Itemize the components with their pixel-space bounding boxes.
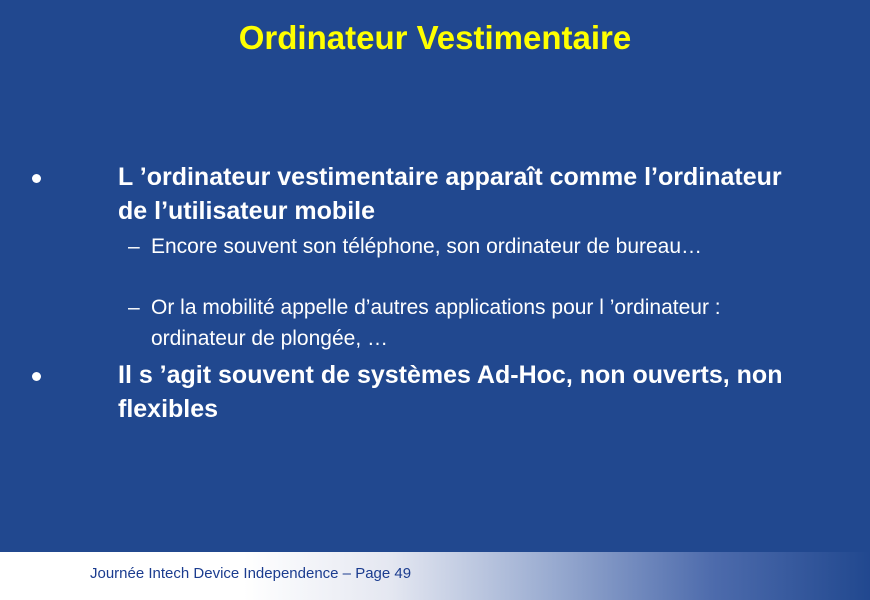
bullet-dot-icon	[32, 174, 41, 183]
dash-icon: –	[128, 235, 140, 258]
dash-icon: –	[128, 296, 140, 319]
bullet-text: Il s ’agit souvent de systèmes Ad-Hoc, non ouverts, non flexibles	[118, 361, 783, 423]
footer-text: Journée Intech Device Independence – Page 49	[90, 565, 412, 582]
bullet-text: L ’ordinateur vestimentaire apparaît comme l’ordinateur de l’utilisateur mobile	[118, 163, 782, 225]
bullet-dot-icon	[32, 372, 41, 381]
sub-item-text: Or la mobilité appelle d’autres applications pour l ’ordinateur : ordinateur de plongée, …	[151, 296, 721, 350]
sub-item-text: Encore souvent son téléphone, son ordinateur de bureau…	[151, 235, 703, 258]
slide-title: Ordinateur Vestimentaire	[238, 19, 632, 56]
